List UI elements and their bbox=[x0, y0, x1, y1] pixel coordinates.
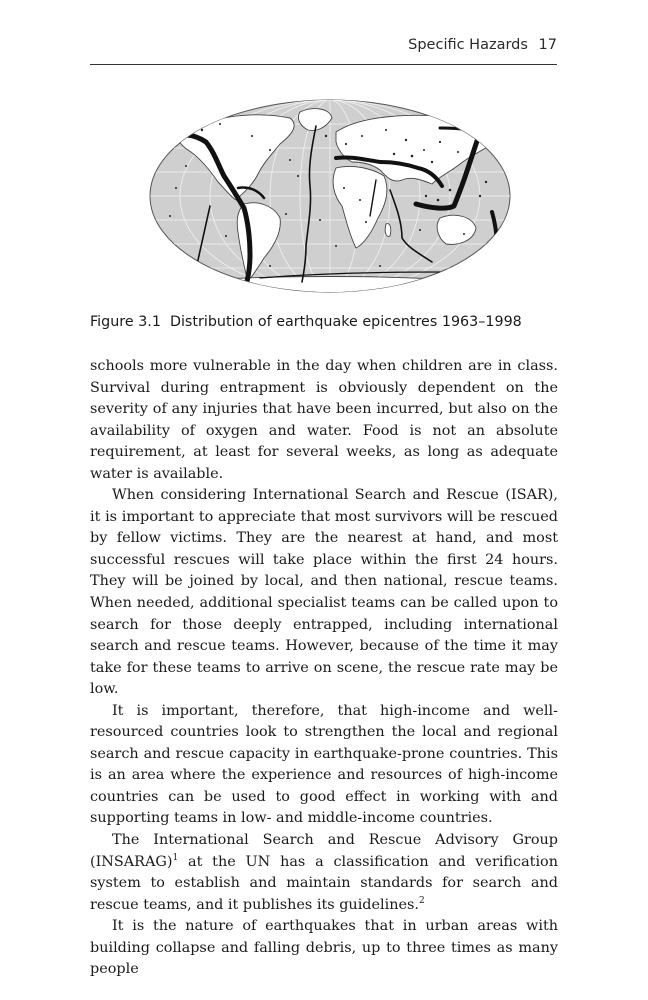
paragraph: schools more vulnerable in the day when children are in class. Survival during entrapment is obviously dependent on the severity of any injuries that have been incurred, but also on the availability of oxygen and water. Food is not an absolute requirement, at least for several weeks, as long as adequate water is available. bbox=[90, 358, 558, 482]
figure-caption-text: Distribution of earthquake epicentres 1963–1998 bbox=[169, 314, 522, 330]
footnote-ref: 1 bbox=[172, 852, 179, 863]
body-text bbox=[90, 356, 558, 981]
running-head bbox=[90, 37, 557, 53]
header-rule bbox=[90, 64, 557, 65]
figure-caption bbox=[90, 314, 560, 330]
paragraph: The International Search and Rescue Advisory Group (INSARAG)$^1$ at the UN has a classification and verification system to establish and maintain standards for search and rescue teams, and it publishes its guidelines.$^2$ bbox=[90, 832, 558, 913]
paragraph: It is important, therefore, that high-income and well-resourced countries look to strengthen the local and regional search and rescue capacity in earthquake-prone countries. This is an area where the experience and resources of high-income countries can be used to good effect in working with and supporting teams in low- and middle-income countries. bbox=[90, 702, 558, 827]
figure-label: Figure 3.1 bbox=[90, 314, 161, 330]
world-map-image bbox=[140, 96, 520, 296]
paragraph: It is the nature of earthquakes that in urban areas with building collapse and falling debris, up to three times as many people bbox=[90, 918, 558, 978]
page-number: 17 bbox=[538, 37, 557, 53]
footnote-ref: 2 bbox=[418, 895, 425, 906]
earthquake-map-figure bbox=[140, 96, 520, 296]
paragraph: When considering International Search and Rescue (ISAR), it is important to appreciate that most survivors will be rescued by fellow victims. They are the nearest at hand, and most successful rescues will take place within the first 24 hours. They will be joined by local, and then national, rescue teams. When needed, additional specialist teams can be called upon to search for those deeply entrapped, including international search and rescue teams. However, because of the time it may take for these teams to arrive on scene, the rescue rate may be low. bbox=[90, 487, 558, 698]
running-head-title: Specific Hazards bbox=[408, 37, 528, 53]
